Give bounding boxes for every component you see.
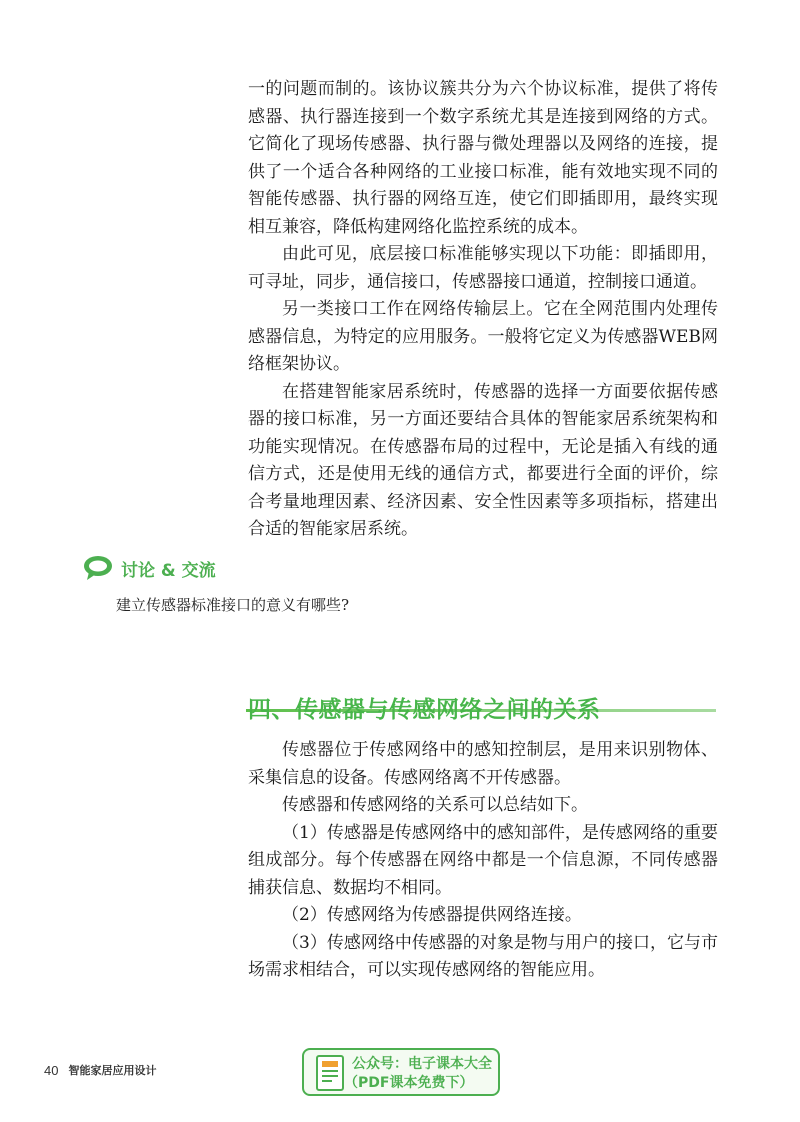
paragraph: 在搭建智能家居系统时，传感器的选择一方面要依据传感器的接口标准，另一方面还要结合具体的智能家居系统架构和功能实现情况。在传感器布局的过程中，无论是插入有线的通信方式，还是使用无线的通信方式，都要进行全面的评价，综合考量地理因素、经济因素、安全性因素等多项指标，搭建出合适的智能家居系统。 (248, 381, 718, 539)
speech-bubble-icon (83, 555, 113, 581)
body-text-top (248, 76, 718, 544)
paragraph: 由此可见，底层接口标准能够实现以下功能：即插即用，可寻址，同步，通信接口，传感器接口通道，控制接口通道。 (248, 244, 718, 292)
list-item: （1）传感器是传感网络中的感知部件，是传感网络的重要组成部分。每个传感器在网络中都是一个信息源，不同传感器捕获信息、数据均不相同。 (248, 822, 718, 898)
list-item: （3）传感网络中传感器的对象是物与用户的接口，它与市场需求相结合，可以实现传感网络的智能应用。 (248, 932, 718, 980)
stamp-line-2: （PDF课本免费下） (344, 1075, 474, 1091)
discussion-title: 讨论 & 交流 (121, 560, 216, 581)
book-icon (316, 1055, 344, 1091)
page-footer (44, 1062, 156, 1078)
section-heading (246, 692, 716, 732)
book-title: 智能家居应用设计 (68, 1064, 157, 1077)
paragraph: 一的问题而制的。该协议簇共分为六个协议标准，提供了将传感器、执行器连接到一个数字系统尤其是连接到网络的方式。它简化了现场传感器、执行器与微处理器以及网络的连接，提供了一个适合各种网络的工业接口标准，能有效地实现不同的智能传感器、执行器的网络互连，使它们即插即用，最终实现相互兼容，降低构建网络化监控系统的成本。 (248, 79, 718, 237)
paragraph: 传感器和传感网络的关系可以总结如下。 (282, 795, 588, 815)
paragraph: 另一类接口工作在网络传输层上。它在全网范围内处理传感器信息，为特定的应用服务。一般将它定义为传感器WEB网络框架协议。 (248, 299, 718, 374)
body-text-bottom (248, 737, 718, 985)
page-number: 40 (44, 1062, 59, 1078)
section-title: 四、传感器与传感网络之间的关系 (248, 697, 601, 723)
discussion-header (83, 553, 216, 583)
stamp-line-1: 公众号：电子课本大全 (352, 1056, 492, 1072)
watermark-stamp (302, 1048, 500, 1096)
paragraph: 传感器位于传感网络中的感知控制层，是用来识别物体、采集信息的设备。传感网络离不开传感器。 (248, 740, 718, 788)
discussion-question: 建立传感器标准接口的意义有哪些? (116, 596, 350, 614)
list-item: （2）传感网络为传感器提供网络连接。 (282, 905, 582, 925)
